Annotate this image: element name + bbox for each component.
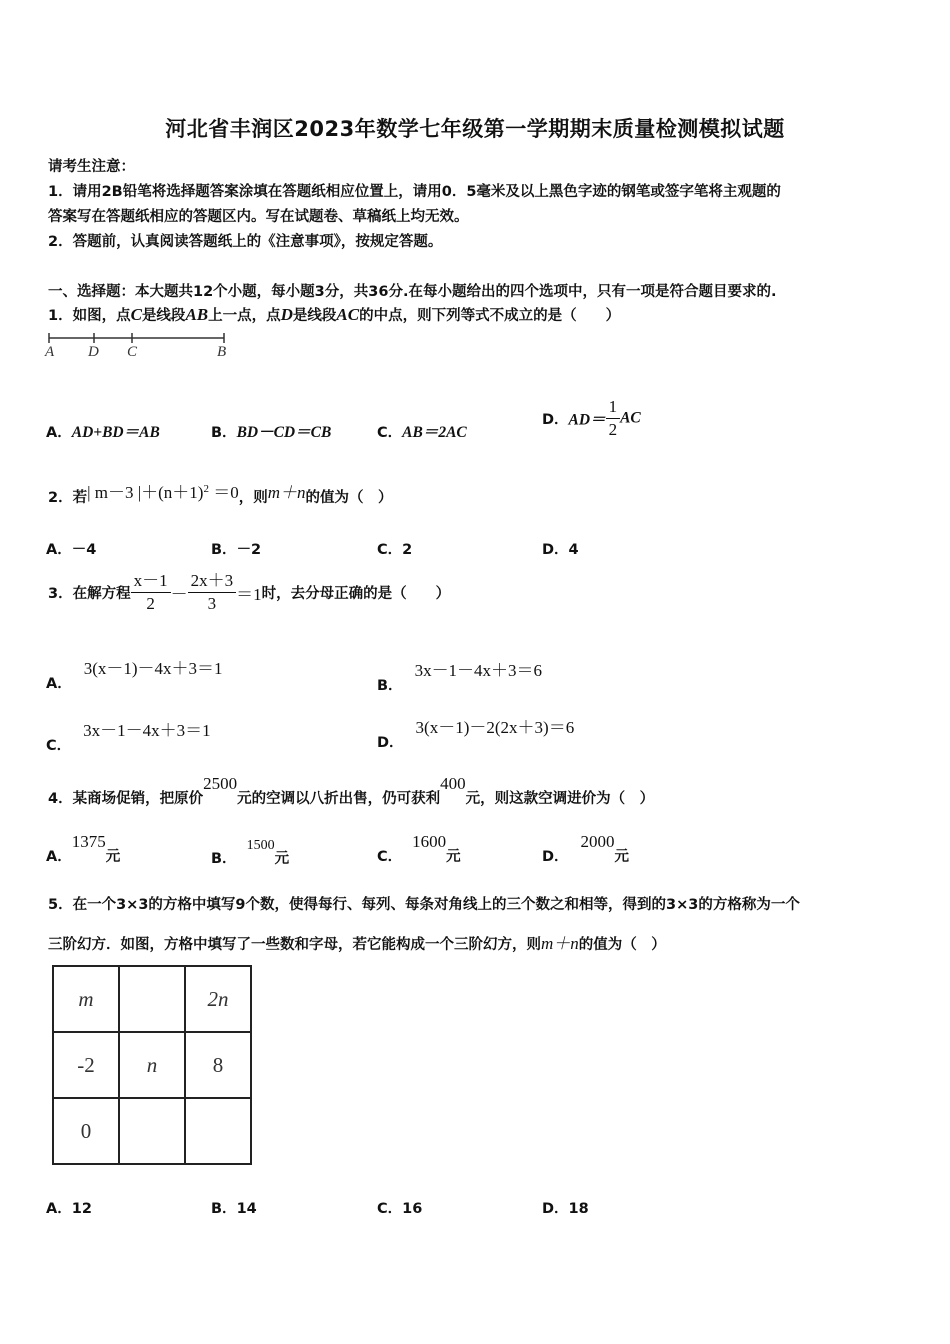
question-2-stem: 2．若| m－3 $|+(n+1)^2 =0$，则m＋n的值为（ ） xyxy=(48,483,393,506)
label-a: A xyxy=(45,344,55,360)
question-4-stem: 4．某商场促销，把原价2500元的空调以八折出售，仍可获利400元，则这款空调进价为（ ） xyxy=(48,774,655,807)
q2-option-c[interactable]: C．2 xyxy=(377,542,413,558)
grid-cell xyxy=(185,1098,251,1164)
fraction-2x-plus-3-over-3: $\frac{2x+3}{3}$ xyxy=(188,570,237,615)
q2-option-a[interactable]: A．－4 xyxy=(46,542,97,558)
grid-cell: 8 xyxy=(185,1032,251,1098)
notice-line-2: 答案写在答题纸相应的答题区内。写在试题卷、草稿纸上均无效。 xyxy=(48,209,469,225)
section-heading: 一、选择题：本大题共12个小题，每小题3分，共36分.在每小题给出的四个选项中，只有一项是符合题目要求的. xyxy=(48,284,777,300)
q4-option-c[interactable]: C．1600元 xyxy=(377,832,461,865)
q1-option-b[interactable]: B．BD－CD＝CB xyxy=(211,424,332,441)
q5-option-a[interactable]: A．12 xyxy=(46,1201,92,1217)
notice-line-3: 2．答题前，认真阅读答题纸上的《注意事项》，按规定答题。 xyxy=(48,234,443,250)
grid-cell xyxy=(119,1098,185,1164)
q4-option-d[interactable]: D．2000元 xyxy=(542,832,630,865)
q5-option-b[interactable]: B．14 xyxy=(211,1201,257,1217)
question-5-line-2: 三阶幻方．如图，方格中填写了一些数和字母，若它能构成一个三阶幻方，则m＋n的值为（ ） xyxy=(48,934,666,953)
grid-cell: n xyxy=(119,1032,185,1098)
page-title: 河北省丰润区2023年数学七年级第一学期期末质量检测模拟试题 xyxy=(165,117,785,141)
label-b: B xyxy=(217,344,227,360)
q4-option-b[interactable]: B．1500元 xyxy=(211,838,290,867)
fraction-x-minus-1-over-2: $\frac{x-1}{2}$ xyxy=(131,570,171,615)
fraction-one-half: $\frac{1}{2}$ xyxy=(606,396,621,441)
grid-cell xyxy=(119,966,185,1032)
label-c: C xyxy=(127,344,138,360)
q3-option-a[interactable]: A．3(x－1)－4x＋3＝1 xyxy=(46,659,223,692)
grid-cell: -2 xyxy=(53,1032,119,1098)
q2-option-d[interactable]: D．4 xyxy=(542,542,579,558)
q3-option-d[interactable]: D．3(x－1)－2(2x＋3)＝6 xyxy=(377,718,575,751)
q1-option-d[interactable]: D．AD＝ $\frac{1}{2}$ AC xyxy=(542,397,641,439)
line-segment-figure xyxy=(40,328,240,362)
question-5-line-1: 5．在一个3×3的方格中填写9个数，使得每行、每列、每条对角线上的三个数之和相等，得到的3×3的方格称为一个 xyxy=(48,897,800,913)
notice-heading: 请考生注意： xyxy=(48,159,135,175)
q3-option-c[interactable]: C．3x－1－4x＋3＝1 xyxy=(46,721,211,754)
grid-cell: 0 xyxy=(53,1098,119,1164)
grid-cell: 2n xyxy=(185,966,251,1032)
q2-option-b[interactable]: B．－2 xyxy=(211,542,262,558)
magic-square-grid xyxy=(52,965,252,1165)
q1-option-c[interactable]: C．AB＝2AC xyxy=(377,424,467,441)
q4-option-a[interactable]: A．1375元 xyxy=(46,832,121,865)
question-1-stem: 1．如图，点C是线段AB上一点，点D是线段AC的中点，则下列等式不成立的是（ ） xyxy=(48,305,621,324)
notice-line-1: 1．请用2B铅笔将选择题答案涂填在答题纸相应位置上，请用0．5毫米及以上黑色字迹的钢笔或签字笔将主观题的 xyxy=(48,184,781,200)
q5-option-c[interactable]: C．16 xyxy=(377,1201,423,1217)
q5-option-d[interactable]: D．18 xyxy=(542,1201,589,1217)
question-3-stem: 3．在解方程 $\frac{x-1}{2}$ － $\frac{2x+3}{3}$ ＝1时，去分母正确的是（ ） xyxy=(48,571,451,613)
label-d: D xyxy=(88,344,99,360)
q3-option-b[interactable]: B．3x－1－4x＋3＝6 xyxy=(377,661,543,694)
q1-option-a[interactable]: A．AD+BD＝AB xyxy=(46,424,160,441)
grid-cell: m xyxy=(53,966,119,1032)
